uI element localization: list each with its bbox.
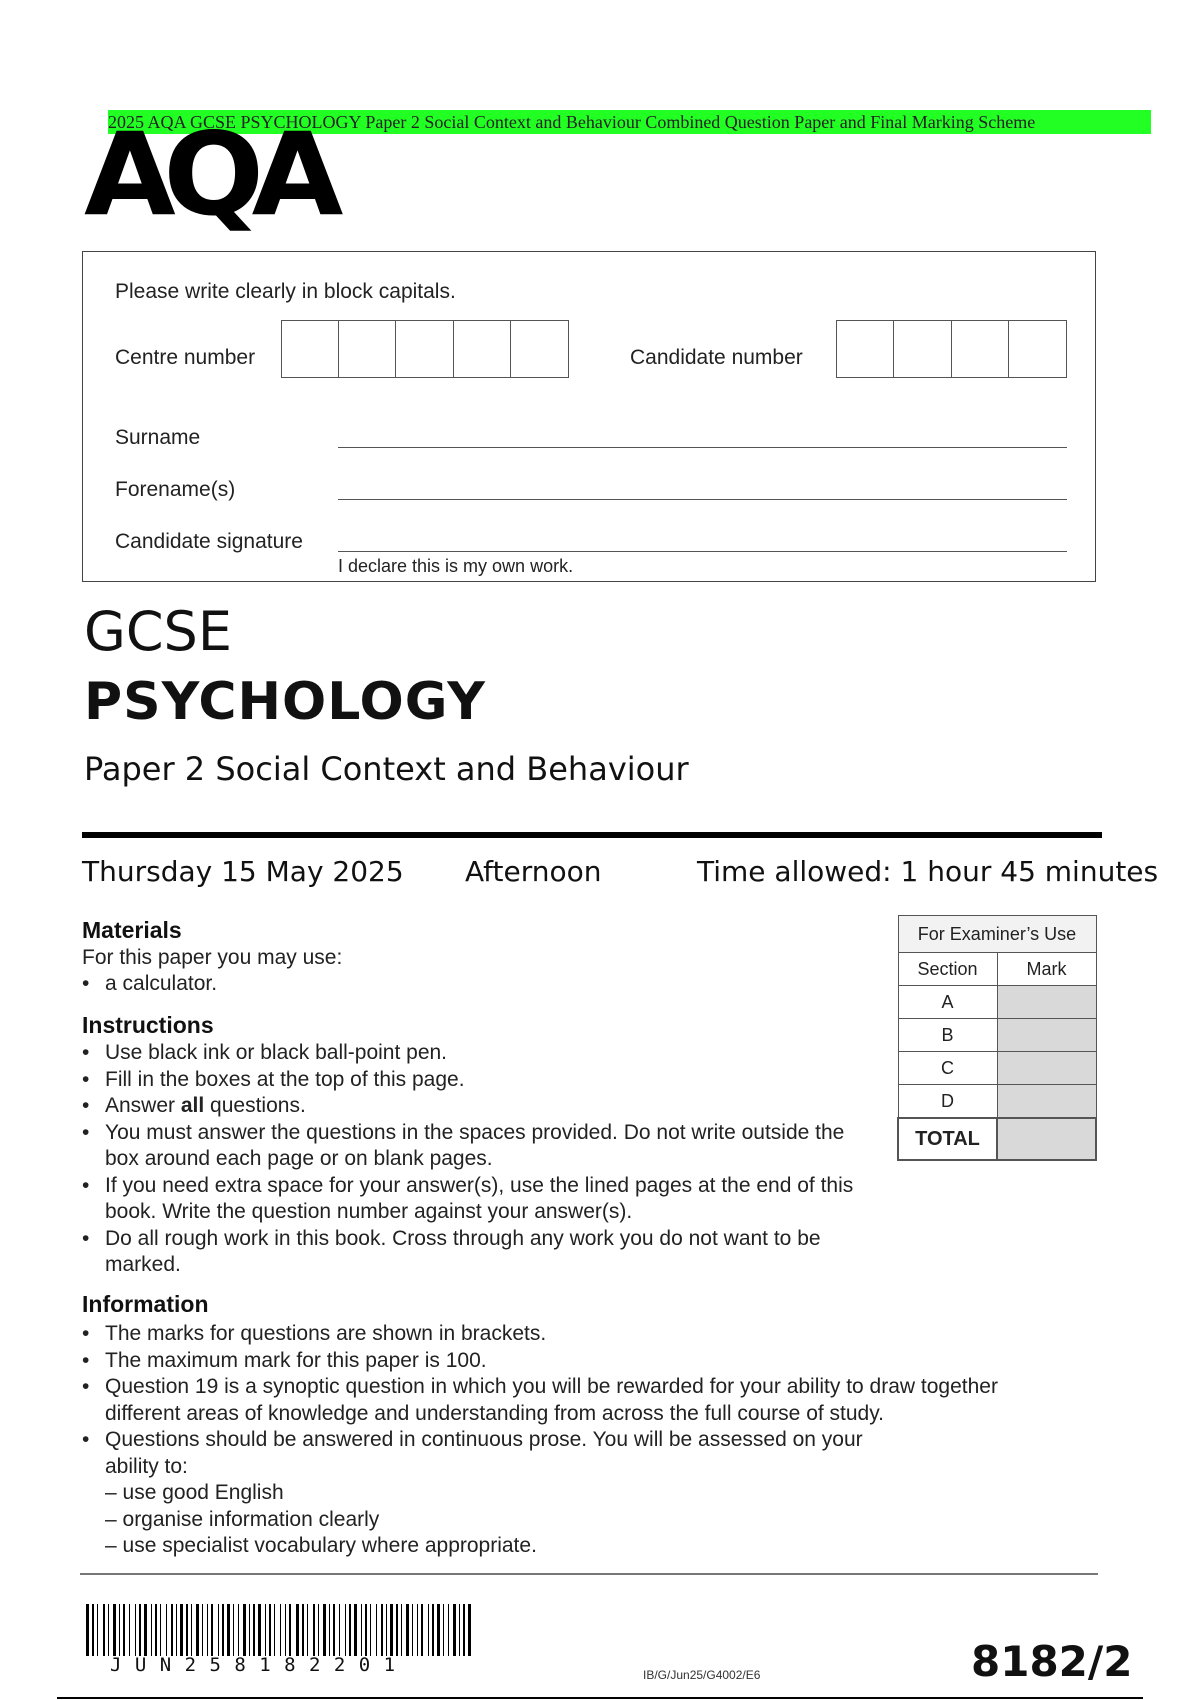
forenames-label: Forename(s) [115, 478, 236, 501]
instruction-item: • Fill in the boxes at the top of this page. [82, 1067, 872, 1094]
block-capitals-instruction: Please write clearly in block capitals. [115, 280, 456, 303]
instruction-item: • You must answer the questions in the spaces provided. Do not write outside the box around each page or on blank pages. [82, 1120, 872, 1173]
surname-line[interactable] [338, 447, 1067, 448]
section-label: A [898, 986, 997, 1019]
centre-digit-box[interactable] [339, 321, 396, 377]
exam-session: Afternoon [465, 855, 602, 888]
materials-item: • a calculator. [82, 971, 862, 998]
candidate-number-label: Candidate number [630, 346, 803, 369]
signature-line[interactable] [338, 551, 1067, 552]
surname-label: Surname [115, 426, 201, 449]
candidate-details-box [82, 251, 1096, 582]
instruction-item: • If you need extra space for your answer(s), use the lined pages at the end of this book. Write the question number against your answer(s). [82, 1173, 872, 1226]
exam-date: Thursday 15 May 2025 [82, 855, 404, 888]
examiner-table-title: For Examiner’s Use [898, 916, 1096, 953]
centre-number-field[interactable] [281, 320, 569, 378]
centre-digit-box[interactable] [282, 321, 339, 377]
mark-cell [997, 986, 1096, 1019]
centre-number-label: Centre number [115, 346, 256, 369]
candidate-digit-box[interactable] [894, 321, 951, 377]
title-divider [82, 832, 1102, 838]
declaration-text: I declare this is my own work. [338, 556, 574, 576]
paper-title: Paper 2 Social Context and Behaviour [84, 750, 689, 788]
materials-heading: Materials [82, 917, 182, 943]
information-item: • The maximum mark for this paper is 100. [82, 1348, 1072, 1375]
total-mark-cell [997, 1118, 1096, 1160]
paper-reference: IB/G/Jun25/G4002/E6 [643, 1668, 761, 1682]
subject-title: PSYCHOLOGY [84, 672, 486, 732]
instructions-list [82, 1040, 872, 1279]
document-banner: 2025 AQA GCSE PSYCHOLOGY Paper 2 Social Context and Behaviour Combined Question Paper and Final Marking Scheme [108, 110, 1151, 134]
qualification-title: GCSE [84, 600, 232, 663]
section-column-header: Section [898, 953, 997, 986]
instruction-item: • Use black ink or black ball-point pen. [82, 1040, 872, 1067]
information-heading: Information [82, 1291, 209, 1317]
barcode [86, 1604, 472, 1656]
examiner-use-table [897, 915, 1097, 1161]
instructions-heading: Instructions [82, 1012, 214, 1038]
paper-code: 8182/2 [971, 1637, 1133, 1686]
total-label: TOTAL [898, 1118, 997, 1160]
candidate-digit-box[interactable] [837, 321, 894, 377]
materials-intro: For this paper you may use: [82, 946, 343, 969]
materials-list [82, 971, 862, 998]
instruction-item: • Answer all questions. [82, 1093, 872, 1120]
section-label: B [898, 1019, 997, 1052]
information-subitem: – organise information clearly [105, 1507, 380, 1531]
candidate-digit-box[interactable] [952, 321, 1009, 377]
signature-label: Candidate signature [115, 530, 303, 553]
information-subitem: – use good English [105, 1481, 284, 1504]
mark-cell [997, 1019, 1096, 1052]
mark-cell [997, 1052, 1096, 1085]
candidate-digit-box[interactable] [1009, 321, 1066, 377]
barcode-text: J U N 2 5 8 1 8 2 2 0 1 [110, 1654, 397, 1676]
page-bottom-rule [57, 1697, 1143, 1699]
mark-column-header: Mark [997, 953, 1096, 986]
footer-divider [80, 1573, 1098, 1575]
centre-digit-box[interactable] [511, 321, 568, 377]
instruction-item: • Do all rough work in this book. Cross through any work you do not want to be marked. [82, 1226, 872, 1279]
time-allowed: Time allowed: 1 hour 45 minutes [697, 855, 1159, 888]
information-subitem: – use specialist vocabulary where appropriate. [105, 1534, 537, 1557]
section-label: C [898, 1052, 997, 1085]
candidate-number-field[interactable] [836, 320, 1067, 378]
section-label: D [898, 1085, 997, 1119]
centre-digit-box[interactable] [454, 321, 511, 377]
information-list [82, 1321, 1072, 1560]
centre-digit-box[interactable] [396, 321, 453, 377]
mark-cell [997, 1085, 1096, 1119]
information-item: • The marks for questions are shown in brackets. [82, 1321, 1072, 1348]
information-item: • Questions should be answered in continuous prose. You will be assessed on your ability to: – use good English – organise information clearly – use specialist vocabulary where appropriate. [82, 1427, 885, 1560]
information-item: • Question 19 is a synoptic question in which you will be rewarded for your ability to draw together different areas of knowledge and understanding from across the full course of study. [82, 1374, 1072, 1427]
forenames-line[interactable] [338, 499, 1067, 500]
aqa-logo: AQA [84, 108, 331, 241]
